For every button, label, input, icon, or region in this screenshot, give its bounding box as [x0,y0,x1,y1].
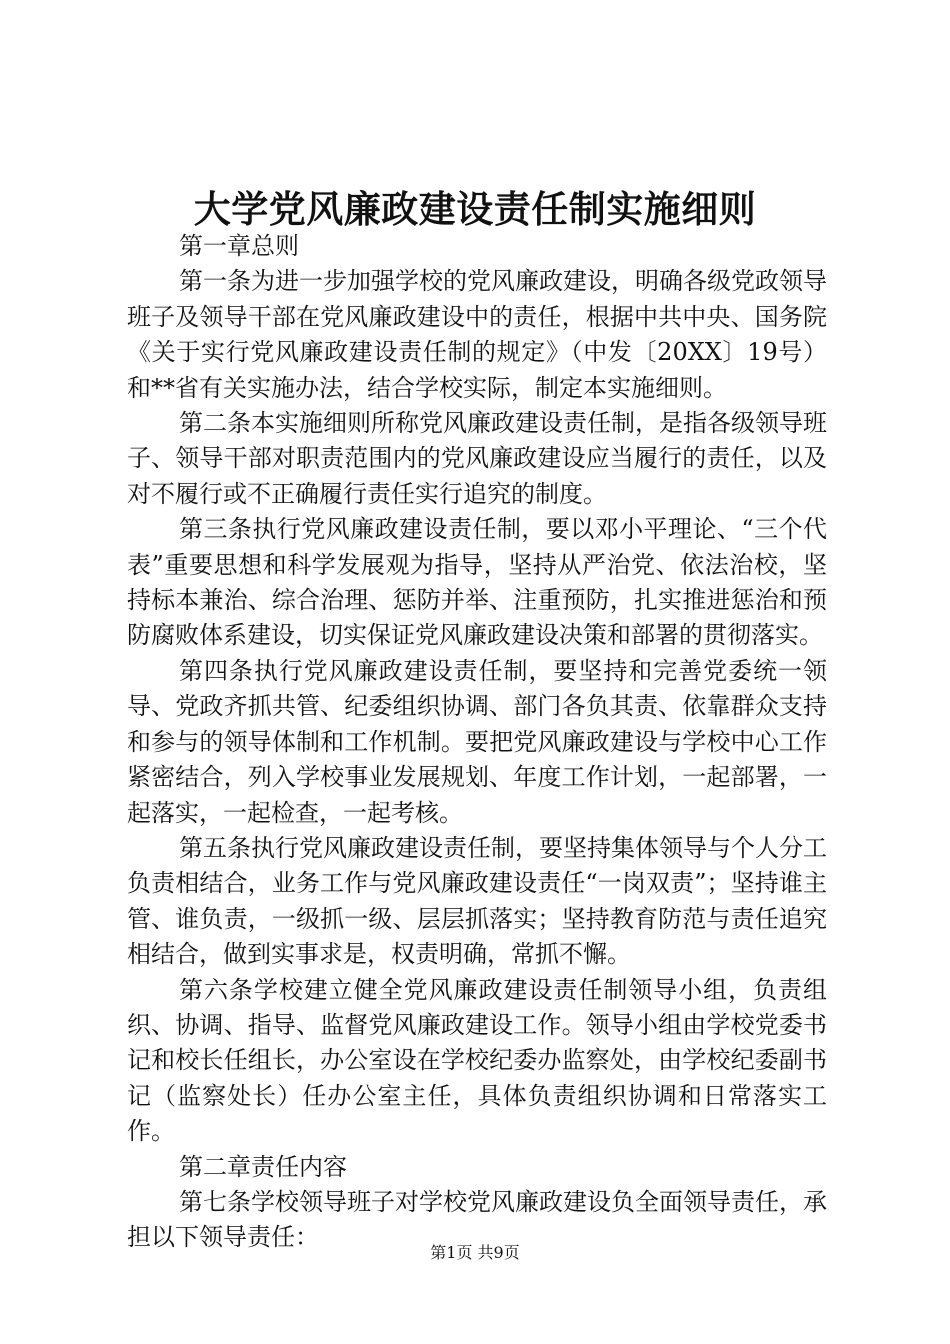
article-paragraph: 第六条学校建立健全党风廉政建设责任制领导小组，负责组织、协调、指导、监督党风廉政建设工作。领导小组由学校党委书记和校长任组长，办公室设在学校纪委办监察处，由学校纪委副书记（监察处长）任办公室主任，具体负责组织协调和日常落实工作。 [127,975,827,1146]
article-paragraph: 第二条本实施细则所称党风廉政建设责任制，是指各级领导班子、领导干部对职责范围内的党风廉政建设应当履行的责任，以及对不履行或不正确履行责任实行追究的制度。 [127,409,827,508]
article-paragraph: 第七条学校领导班子对学校党风廉政建设负全面领导责任，承担以下领导责任： [127,1187,827,1252]
article-paragraph: 第三条执行党风廉政建设责任制，要以邓小平理论、“三个代表”重要思想和科学发展观为指导，坚持从严治党、依法治校，坚持标本兼治、综合治理、惩防并举、注重预防，扎实推进惩治和预防腐败体系建设，切实保证党风廉政建设决策和部署的贯彻落实。 [127,515,827,650]
chapter-heading: 第一章总则 [179,232,299,260]
document-title: 大学党风廉政建设责任制实施细则 [193,187,757,231]
article-paragraph: 第四条执行党风廉政建设责任制，要坚持和完善党委统一领导、党政齐抓共管、纪委组织协调、部门各负其责、依靠群众支持和参与的领导体制和工作机制。要把党风廉政建设与学校中心工作紧密结合，列入学校事业发展规划、年度工作计划，一起部署，一起落实，一起检查，一起考核。 [127,656,827,827]
article-paragraph: 第一条为进一步加强学校的党风廉政建设，明确各级党政领导班子及领导干部在党风廉政建设中的责任，根据中共中央、国务院《关于实行党风廉政建设责任制的规定》（中发〔20XX〕19号）和**省有关实施办法，结合学校实际，制定本实施细则。 [127,267,827,402]
article-paragraph: 第五条执行党风廉政建设责任制，要坚持集体领导与个人分工负责相结合，业务工作与党风廉政建设责任“一岗双责”；坚持谁主管、谁负责，一级抓一级、层层抓落实；坚持教育防范与责任追究相结合，做到实事求是，权责明确，常抓不懈。 [127,833,827,969]
page-footer: 第1页 共9页 [430,1243,520,1262]
document-body [127,229,827,1256]
chapter-heading: 第二章责任内容 [179,1152,347,1181]
